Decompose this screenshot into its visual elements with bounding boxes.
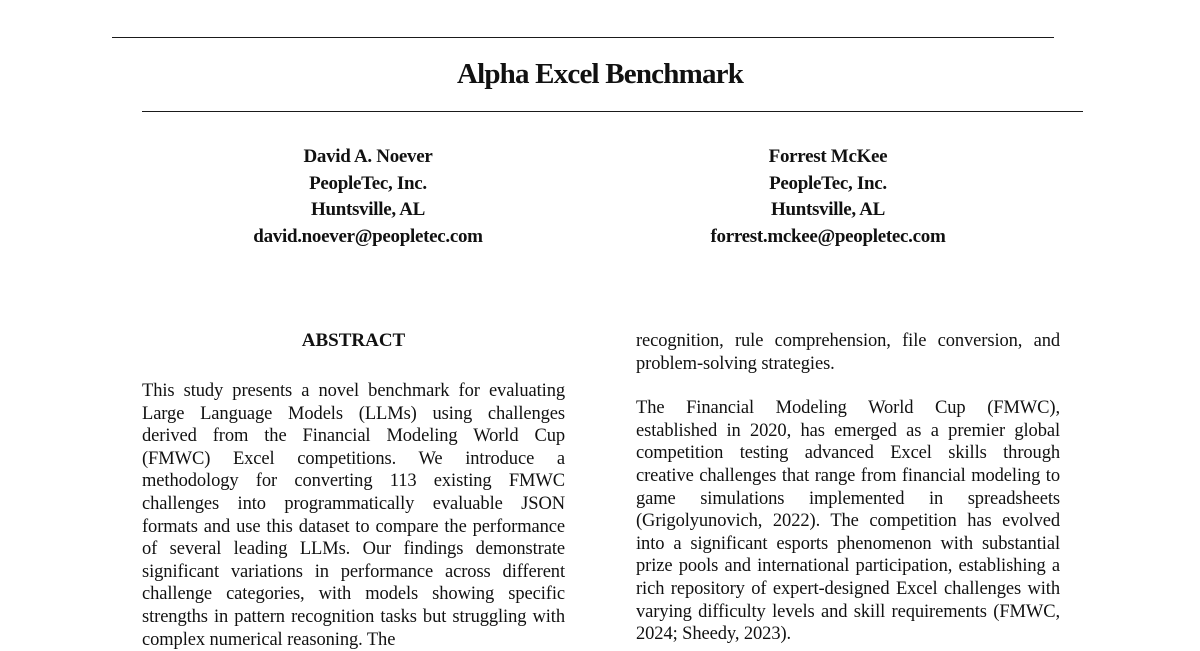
paper-title: Alpha Excel Benchmark: [456, 58, 744, 90]
author-location: Huntsville, AL: [310, 199, 426, 220]
author-name: David A. Noever: [303, 146, 433, 167]
abstract-heading: ABSTRACT: [301, 330, 406, 351]
abstract-column: [142, 380, 565, 651]
abstract-paragraph: This study presents a novel benchmark for evaluating Large Language Models (LLMs) using challenges derived from the Financial Modeling World Cup (FMWC) Excel competitions. We introduce a methodology for converting 113 existing FMWC challenges into programmatically evaluable JSON formats and use this dataset to compare the performance of several leading LLMs. Our findings demonstrate significant variations in performance across different challenge categories, with models showing specific strengths in pattern recognition tasks but struggling with complex numerical reasoning. The: [142, 381, 565, 650]
author-location: Huntsville, AL: [770, 199, 886, 220]
body-paragraph-1: recognition, rule comprehension, file conversion, and problem-solving strategies.: [636, 331, 1060, 374]
author-block-2: [678, 144, 978, 250]
author-name: Forrest McKee: [768, 146, 888, 167]
top-rule: [112, 37, 1054, 38]
author-email: david.noever@peopletec.com: [253, 225, 483, 247]
body-column-right: [636, 330, 1060, 646]
author-email: forrest.mckee@peopletec.com: [710, 225, 946, 247]
body-paragraph-2: The Financial Modeling World Cup (FMWC), established in 2020, has emerged as a premier global competition testing advanced Excel skills through creative challenges that range from financial modeling to game simulations implemented in spreadsheets (Grigolyunovich, 2022). The competition has evolved into a significant esports phenomenon with substantial prize pools and international participation, establishing a rich repository of expert-designed Excel challenges with varying difficulty levels and skill requirements (FMWC, 2024; Sheedy, 2023).: [636, 398, 1060, 645]
author-block-1: [218, 144, 518, 250]
title-underline-rule: [142, 111, 1083, 112]
author-affiliation: PeopleTec, Inc.: [769, 172, 887, 194]
author-affiliation: PeopleTec, Inc.: [309, 172, 427, 194]
